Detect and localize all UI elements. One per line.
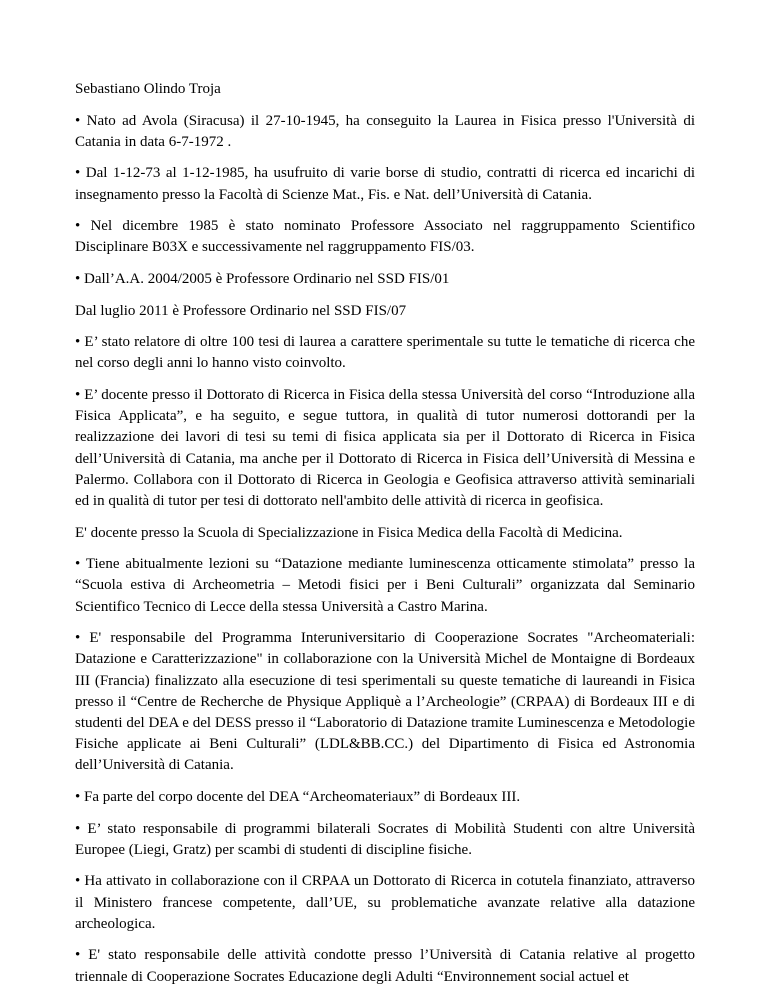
document-page [75, 79, 695, 998]
paragraph-birth-degree: • Nato ad Avola (Siracusa) il 27-10-1945, ha conseguito la Laurea in Fisica presso l'Università di Catania in data 6-7-1972 . [75, 112, 695, 150]
paragraph-bilateral-programs: • E’ stato responsabile di programmi bilaterali Socrates di Mobilità Studenti con altre Università Europee (Liegi, Gratz) per scambi di studenti di discipline fisiche. [75, 820, 695, 858]
paragraph-doctorate-teaching: • E’ docente presso il Dottorato di Ricerca in Fisica della stessa Università del corso “Introduzione alla Fisica Applicata”, e ha seguito, e segue tuttora, in qualità di tutor numerosi dottorandi per la realizzazione dei lavori di tesi su temi di fisica applicata sia per il Dottorato di Ricerca in Fisica dell’Università di Catania, ma anche per il Dottorato di Ricerca in Fisica dell’Università di Messina e Palermo. Collabora con il Dottorato di Ricerca in Geologia e Geofisica attraverso attività seminariali ed in qualità di tutor per tesi di dottorato nell'ambito delle attività di ricerca in geofisica. [75, 386, 695, 509]
paragraph-full-professor-fis07: Dal luglio 2011 è Professore Ordinario nel SSD FIS/07 [75, 302, 407, 319]
paragraph-adult-education-project: • E' stato responsabile delle attività condotte presso l’Università di Catania relative al progetto triennale di Cooperazione Socrates Educazione degli Adulti “Environnement social actuel et [75, 947, 695, 985]
paragraph-joint-doctorate: • Ha attivato in collaborazione con il CRPAA un Dottorato di Ricerca in cotutela finanziato, attraverso il Ministero francese competente, dall’UE, su problematiche avanzate relative alla datazione archeologica. [75, 873, 695, 932]
author-name: Sebastiano Olindo Troja [75, 81, 221, 97]
paragraph-dea-faculty: • Fa parte del corpo docente del DEA “Archeomateriaux” di Bordeaux III. [75, 788, 521, 805]
paragraph-full-professor-fis01: • Dall’A.A. 2004/2005 è Professore Ordinario nel SSD FIS/01 [75, 270, 450, 287]
paragraph-medical-physics-school: E' docente presso la Scuola di Specializzazione in Fisica Medica della Facoltà di Medicina. [75, 524, 623, 541]
paragraph-scholarships: • Dal 1-12-73 al 1-12-1985, ha usufruito di varie borse di studio, contratti di ricerca ed incarichi di insegnamento presso la Facoltà di Scienze Mat., Fis. e Nat. dell’Università di Catania. [75, 165, 695, 203]
paragraph-socrates-programme: • E' responsabile del Programma Interuniversitario di Cooperazione Socrates "Archeomateriali: Datazione e Caratterizzazione" in collaborazione con la Università Michel de Montaigne di Bordeaux III (Francia) finalizzato alla esecuzione di tesi sperimentali su queste tematiche di laureandi in Fisica presso il “Centre de Recherche de Physique Appliquè a l’Archeologie” (CRPAA) di Bordeaux III e di studenti del DEA e del DESS presso il “Laboratorio di Datazione tramite Luminescenza e Metodologie Fisiche applicate ai Beni Culturali” (LDL&BB.CC.) del Dipartimento di Fisica ed Astronomia dell’Università di Catania. [75, 630, 695, 774]
paragraph-summer-school: • Tiene abitualmente lezioni su “Datazione mediante luminescenza otticamente stimolata” presso la “Scuola estiva di Archeometria – Metodi fisici per i Beni Culturali” organizzata dal Seminario Scientifico Tecnico di Lecce della stessa Università a Castro Marina. [75, 556, 695, 615]
paragraph-associate-professor: • Nel dicembre 1985 è stato nominato Professore Associato nel raggruppamento Scientifico Disciplinare B03X e successivamente nel raggruppamento FIS/03. [75, 218, 695, 256]
paragraph-thesis-supervisor: • E’ stato relatore di oltre 100 tesi di laurea a carattere sperimentale su tutte le tematiche di ricerca che nel corso degli anni lo hanno visto coinvolto. [75, 334, 695, 372]
